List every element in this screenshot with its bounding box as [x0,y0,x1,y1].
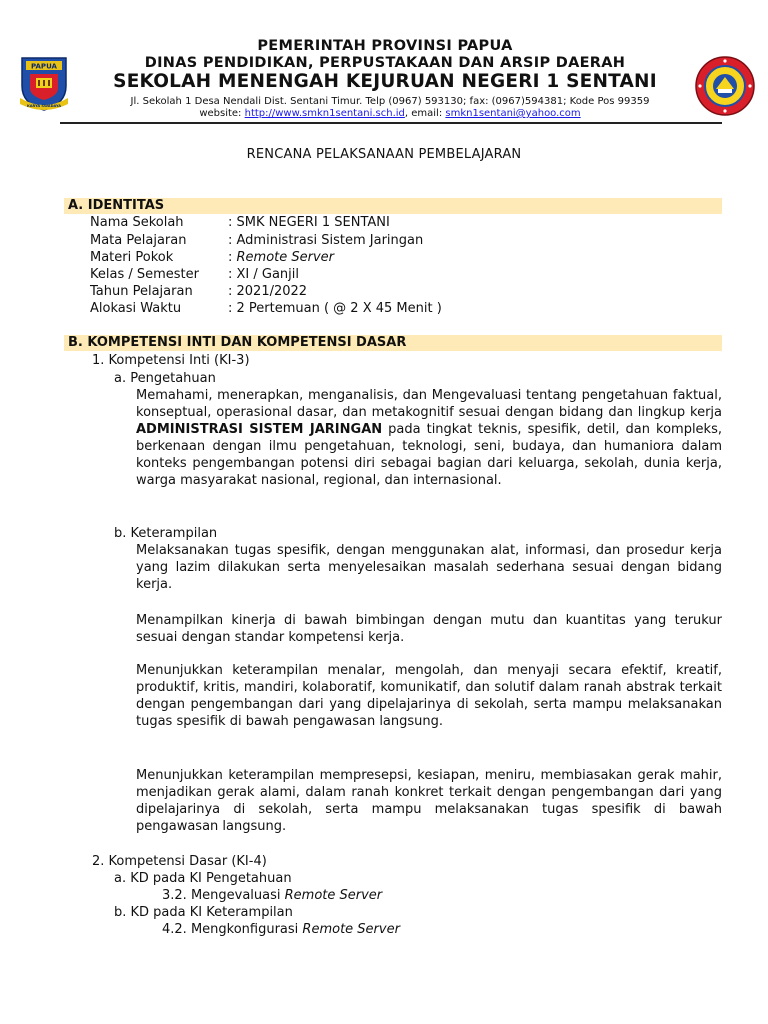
pengetahuan-text-pre: Memahami, menerapkan, menganalisis, dan Mengevaluasi tentang pengetahuan faktual, konseptual, operasional dasar, dan metakognitif sesuai dengan bidang dan lingkup kerja [136,388,722,420]
identity-label-time: Alokasi Waktu [90,301,182,316]
kd-pengetahuan-heading: a. KD pada KI Pengetahuan [114,871,292,886]
header-divider [60,122,722,124]
pengetahuan-text-post: pada tingkat teknis, spesifik, detil, dan kompleks, berkenaan dengan ilmu pengetahuan, teknologi, seni, budaya, dan humaniora dalam konteks pengembangan potensi diri sebagai bagian dari keluarga, sekolah, dunia kerja, warga masyarakat nasional, regional, dan internasional. [136,422,722,488]
kd-pengetahuan-item [162,887,382,904]
school-name: SEKOLAH MENENGAH KEJURUAN NEGERI 1 SENTANI [113,71,657,92]
header-line-2: DINAS PENDIDIKAN, PERPUSTAKAAN DAN ARSIP DAERAH [144,55,626,71]
identity-label-class: Kelas / Semester [90,267,199,282]
ki-heading: 1. Kompetensi Inti (KI-3) [92,353,250,368]
contact-line [70,108,710,119]
kd-a-prefix: 3.2. Mengevaluasi [162,888,285,903]
website-link[interactable]: http://www.smkn1sentani.sch.id [244,108,405,119]
topic-prefix: : [228,250,237,265]
identity-value-school: : SMK NEGERI 1 SENTANI [228,215,390,230]
identity-value-time: : 2 Pertemuan ( @ 2 X 45 Menit ) [228,301,442,316]
keterampilan-heading: b. Keterampilan [114,526,218,541]
keterampilan-paragraph-4: Menunjukkan keterampilan mempresepsi, kesiapan, meniru, membiasakan gerak mahir, menjadikan gerak alami, dalam ranah konkret terkait dengan pengembangan dari yang dipelajarinya di sekolah, serta mampu melaksanakan tugas spesifik di bawah pengawasan langsung. [136,768,722,834]
identity-label-school: Nama Sekolah [90,215,184,230]
website-label: website: [199,108,245,119]
identity-value-class: : XI / Ganjil [228,267,300,282]
keterampilan-paragraph-2: Menampilkan kinerja di bawah bimbingan dengan mutu dan kuantitas yang terukur sesuai dengan standar kompetensi kerja. [136,613,722,645]
keterampilan-paragraph-3: Menunjukkan keterampilan menalar, mengolah, dan menyaji secara efektif, kreatif, produktif, kritis, mandiri, kolaboratif, komunikatif, dan solutif dalam ranah abstrak terkait dengan pengembangan dari yang dipelajarinya di sekolah, serta mampu melaksanakan tugas spesifik di bawah pengawasan langsung. [136,663,722,729]
pengetahuan-paragraph [136,387,722,489]
section-b-title: B. KOMPETENSI INTI DAN KOMPETENSI DASAR [68,335,407,350]
document-title: RENCANA PELAKSANAAN PEMBELAJARAN [246,147,522,162]
logo-left-sub: KARYA SWADAYA [26,104,62,108]
identity-label-subject: Mata Pelajaran [90,233,187,248]
identity-value-topic [228,249,334,266]
keterampilan-paragraph-1: Melaksanakan tugas spesifik, dengan menggunakan alat, informasi, dan prosedur kerja yang lazim dilakukan serta menyelesaikan masalah sederhana sesuai dengan bidang kerja. [136,543,722,592]
kd-b-italic: Remote Server [302,922,400,937]
identity-label-year: Tahun Pelajaran [90,284,193,299]
pengetahuan-heading: a. Pengetahuan [114,371,216,386]
pengetahuan-text-bold: ADMINISTRASI SISTEM JARINGAN [136,422,383,437]
section-a-title: A. IDENTITAS [68,198,165,213]
identity-value-year: : 2021/2022 [228,284,308,299]
school-address: Jl. Sekolah 1 Desa Nendali Dist. Sentani Timur. Telp (0967) 593130; fax: (0967)594381; Kode Pos 99359 [130,96,650,107]
kd-a-italic: Remote Server [284,888,383,903]
email-label: , email: [404,108,446,119]
kd-keterampilan-item [162,921,400,938]
kd-keterampilan-heading: b. KD pada KI Keterampilan [114,905,293,920]
identity-value-subject: : Administrasi Sistem Jaringan [228,233,424,248]
topic-italic: Remote Server [236,250,335,265]
kd-heading: 2. Kompetensi Dasar (KI-4) [92,854,267,869]
email-link[interactable]: smkn1sentani@yahoo.com [445,108,581,119]
identity-label-topic: Materi Pokok [90,250,174,265]
header-line-1: PEMERINTAH PROVINSI PAPUA [257,38,513,54]
logo-left-text: PAPUA [31,62,57,71]
kd-b-prefix: 4.2. Mengkonfigurasi [162,922,303,937]
